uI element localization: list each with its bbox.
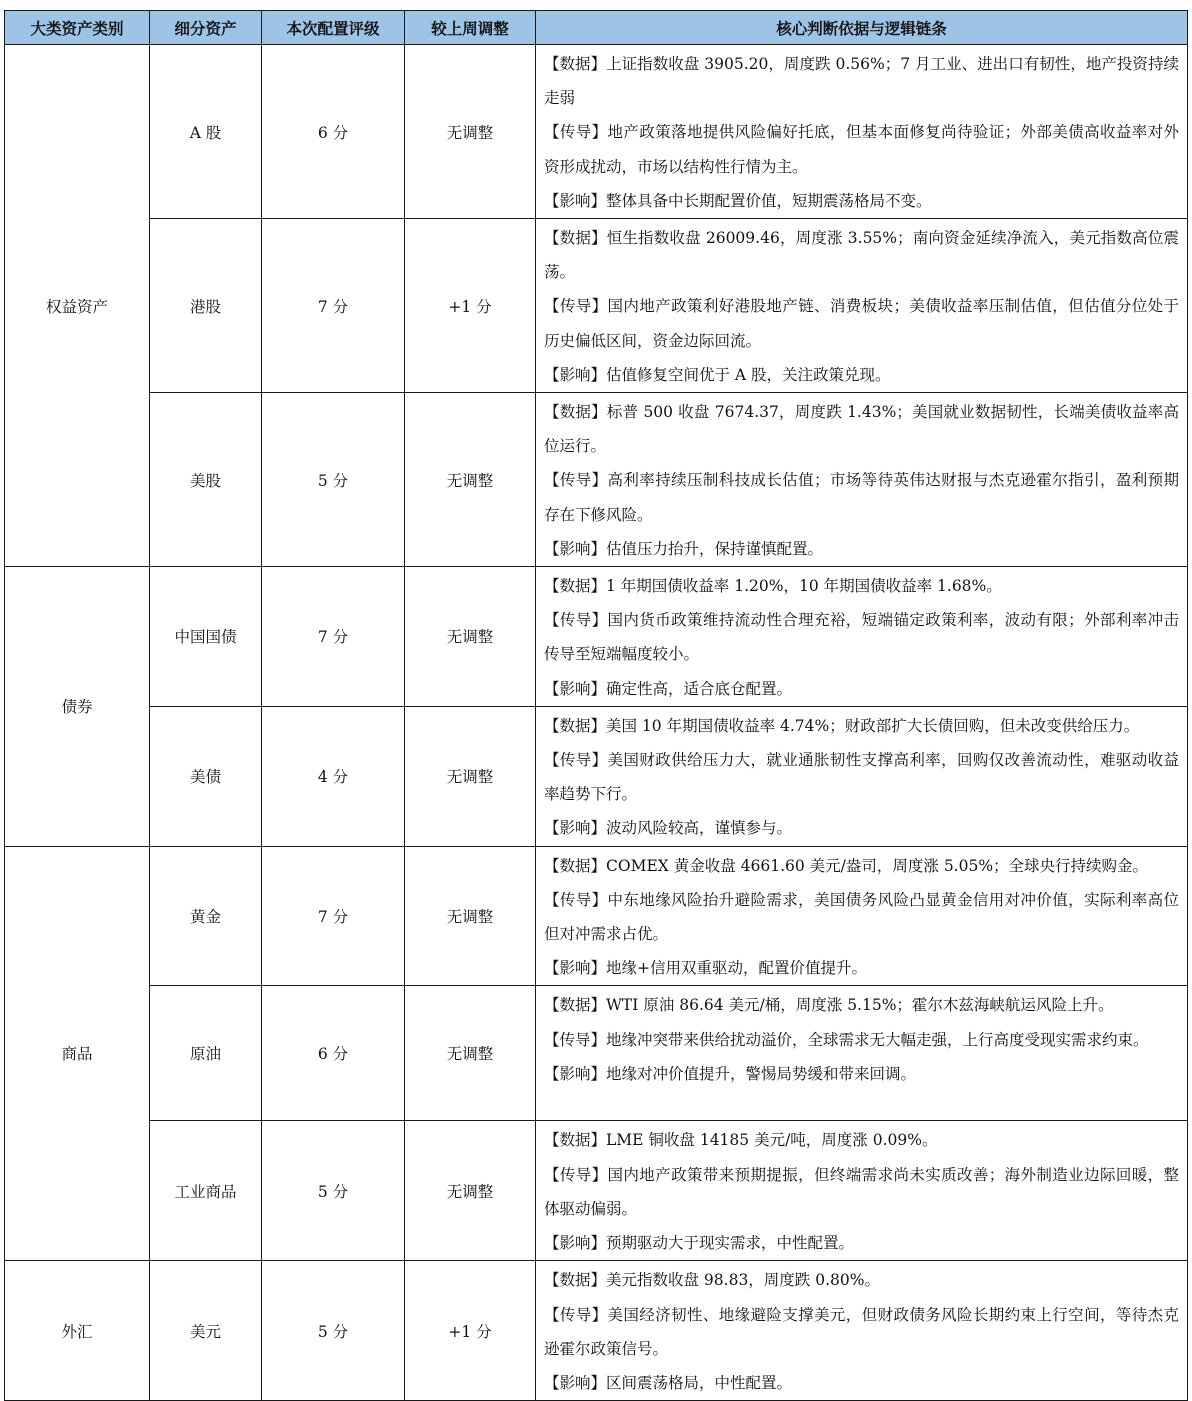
logic-transmission: 【传导】地缘冲突带来供给扰动溢价，全球需求无大幅走强，上行高度受现实需求约束。 <box>544 1030 1149 1049</box>
change-cell: +1 分 <box>405 1261 536 1401</box>
logic-transmission: 【传导】美国经济韧性、地缘避险支撑美元，但财政债务风险长期约束上行空间，等待杰克逊霍尔政策信号。 <box>544 1305 1179 1358</box>
table-row <box>5 846 1188 986</box>
change-cell: 无调整 <box>405 45 536 219</box>
asset-cell: 美股 <box>150 393 262 567</box>
rating-cell: 4 分 <box>262 706 405 846</box>
table-row <box>5 45 1188 219</box>
header-rating: 本次配置评级 <box>262 11 405 45</box>
asset-cell: 工业商品 <box>150 1121 262 1261</box>
logic-cell <box>536 567 1188 707</box>
header-asset: 细分资产 <box>150 11 262 45</box>
logic-impact: 【影响】预期驱动大于现实需求，中性配置。 <box>544 1234 855 1253</box>
logic-cell <box>536 846 1188 986</box>
logic-data: 【数据】美元指数收盘 98.83，周度跌 0.80%。 <box>544 1271 880 1290</box>
logic-transmission: 【传导】中东地缘风险抬升避险需求，美国债务风险凸显黄金信用对冲价值，实际利率高位但对冲需求占优。 <box>544 890 1179 944</box>
logic-transmission: 【传导】国内地产政策带来预期提振，但终端需求尚未实质改善；海外制造业边际回暖，整体驱动偏弱。 <box>544 1165 1179 1218</box>
rating-cell: 6 分 <box>262 986 405 1121</box>
table-row <box>5 1261 1188 1401</box>
logic-cell <box>536 986 1188 1121</box>
change-cell: 无调整 <box>405 846 536 986</box>
logic-cell <box>536 219 1188 393</box>
rating-cell: 5 分 <box>262 393 405 567</box>
asset-cell: 原油 <box>150 986 262 1121</box>
header-change: 较上周调整 <box>405 11 536 45</box>
header-category: 大类资产类别 <box>5 11 150 45</box>
change-cell: +1 分 <box>405 219 536 393</box>
asset-cell: 港股 <box>150 219 262 393</box>
logic-impact: 【影响】区间震荡格局，中性配置。 <box>544 1373 793 1392</box>
logic-data: 【数据】美国 10 年期国债收益率 4.74%；财政部扩大长债回购，但未改变供给压力。 <box>544 716 1140 735</box>
logic-transmission: 【传导】国内地产政策利好港股地产链、消费板块；美债收益率压制估值，但估值分位处于历史偏低区间，资金边际回流。 <box>544 297 1179 350</box>
logic-impact: 【影响】估值修复空间优于 A 股，关注政策兑现。 <box>544 365 891 384</box>
logic-transmission: 【传导】美国财政供给压力大，就业通胀韧性支撑高利率，回购仅改善流动性，难驱动收益率趋势下行。 <box>544 751 1179 804</box>
table-row <box>5 219 1188 393</box>
category-cell: 债券 <box>5 567 150 847</box>
rating-cell: 7 分 <box>262 567 405 707</box>
logic-data: 【数据】标普 500 收盘 7674.37，周度跌 1.43%；美国就业数据韧性，长端美债收益率高位运行。 <box>544 403 1179 456</box>
logic-impact: 【影响】估值压力抬升，保持谨慎配置。 <box>544 539 824 558</box>
rating-cell: 7 分 <box>262 846 405 986</box>
logic-data: 【数据】LME 铜收盘 14185 美元/吨，周度涨 0.09%。 <box>544 1131 938 1150</box>
logic-cell <box>536 45 1188 219</box>
logic-data: 【数据】上证指数收盘 3905.20，周度跌 0.56%；7 月工业、进出口有韧性，地产投资持续走弱 <box>544 55 1179 108</box>
change-cell: 无调整 <box>405 1121 536 1261</box>
table-row <box>5 393 1188 567</box>
logic-impact: 【影响】地缘+信用双重驱动，配置价值提升。 <box>544 959 867 978</box>
asset-cell: A 股 <box>150 45 262 219</box>
logic-cell <box>536 1121 1188 1261</box>
table-row <box>5 567 1188 707</box>
change-cell: 无调整 <box>405 567 536 707</box>
logic-cell <box>536 1261 1188 1401</box>
asset-allocation-table <box>4 10 1188 1401</box>
category-cell: 外汇 <box>5 1261 150 1401</box>
logic-transmission: 【传导】高利率持续压制科技成长估值；市场等待英伟达财报与杰克逊霍尔指引，盈利预期存在下修风险。 <box>544 471 1179 524</box>
table-row <box>5 706 1188 846</box>
logic-impact: 【影响】地缘对冲价值提升，警惕局势缓和带来回调。 <box>544 1064 917 1083</box>
logic-data: 【数据】1 年期国债收益率 1.20%，10 年期国债收益率 1.68%。 <box>544 577 1002 596</box>
change-cell: 无调整 <box>405 706 536 846</box>
logic-impact: 【影响】确定性高，适合底仓配置。 <box>544 679 793 698</box>
rating-cell: 7 分 <box>262 219 405 393</box>
header-logic: 核心判断依据与逻辑链条 <box>536 11 1188 45</box>
table-row <box>5 986 1188 1121</box>
logic-impact: 【影响】整体具备中长期配置价值，短期震荡格局不变。 <box>544 191 932 210</box>
logic-data: 【数据】恒生指数收盘 26009.46，周度涨 3.55%；南向资金延续净流入，美元指数高位震荡。 <box>544 229 1179 282</box>
header-row <box>5 11 1188 45</box>
category-cell: 商品 <box>5 846 150 1261</box>
logic-impact: 【影响】波动风险较高，谨慎参与。 <box>544 819 793 838</box>
allocation-table-container <box>4 10 1187 1392</box>
table-row <box>5 1121 1188 1261</box>
logic-transmission: 【传导】地产政策落地提供风险偏好托底，但基本面修复尚待验证；外部美债高收益率对外资形成扰动，市场以结构性行情为主。 <box>544 123 1179 176</box>
asset-cell: 黄金 <box>150 846 262 986</box>
logic-data: 【数据】COMEX 黄金收盘 4661.60 美元/盎司，周度涨 5.05%；全球央行持续购金。 <box>544 856 1149 875</box>
logic-data: 【数据】WTI 原油 86.64 美元/桶，周度涨 5.15%；霍尔木兹海峡航运风险上升。 <box>544 996 1114 1015</box>
category-cell: 权益资产 <box>5 45 150 567</box>
rating-cell: 5 分 <box>262 1121 405 1261</box>
asset-cell: 美元 <box>150 1261 262 1401</box>
rating-cell: 5 分 <box>262 1261 405 1401</box>
rating-cell: 6 分 <box>262 45 405 219</box>
logic-transmission: 【传导】国内货币政策维持流动性合理充裕，短端锚定政策利率，波动有限；外部利率冲击传导至短端幅度较小。 <box>544 611 1179 664</box>
change-cell: 无调整 <box>405 986 536 1121</box>
logic-cell <box>536 393 1188 567</box>
asset-cell: 美债 <box>150 706 262 846</box>
change-cell: 无调整 <box>405 393 536 567</box>
asset-cell: 中国国债 <box>150 567 262 707</box>
logic-cell <box>536 706 1188 846</box>
